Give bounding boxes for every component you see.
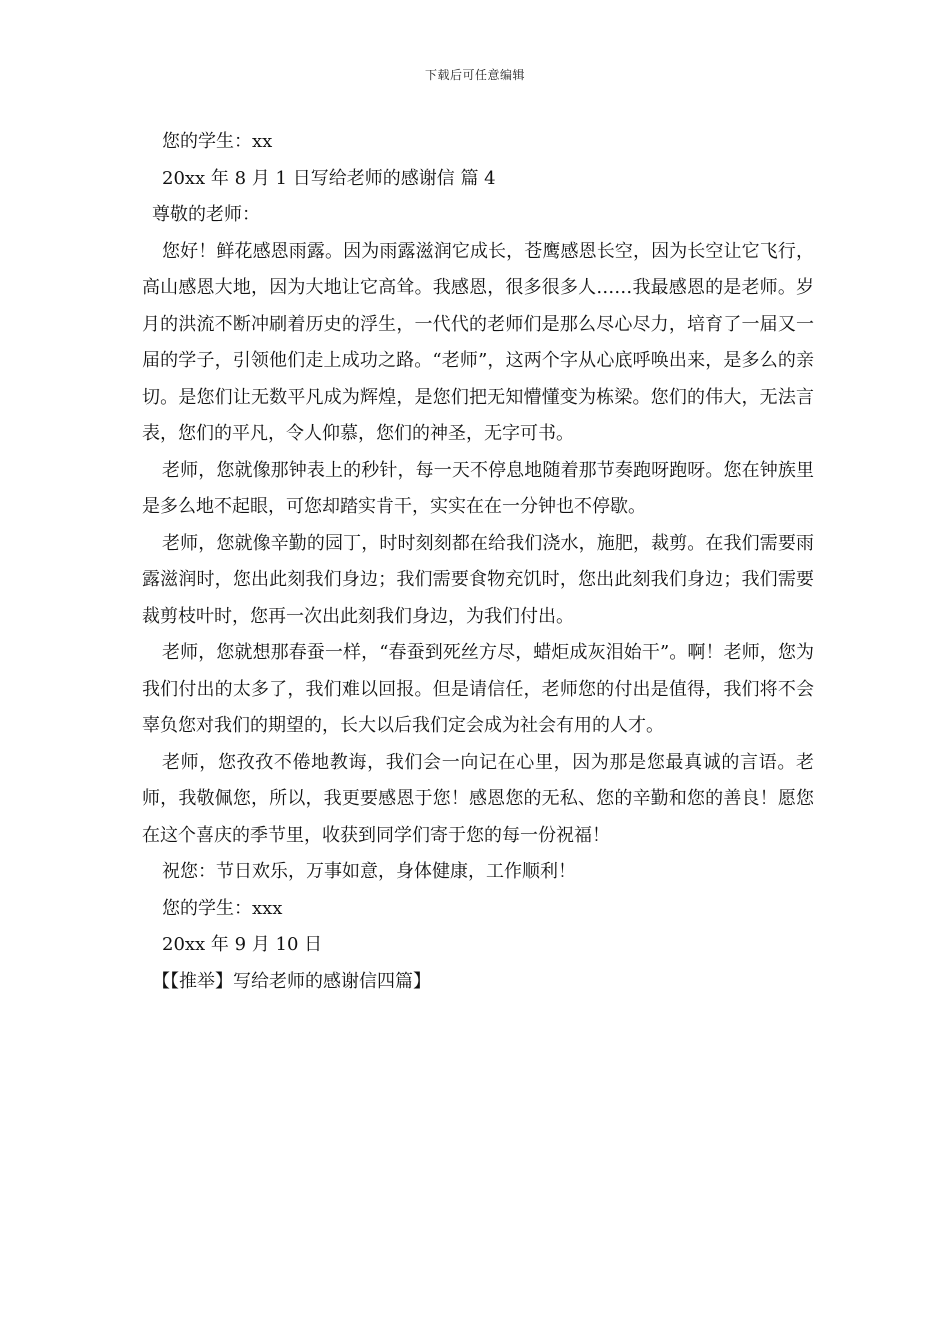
previous-signature: 您的学生：xx — [162, 131, 273, 152]
closing-wishes: 祝您：节日欢乐，万事如意，身体健康，工作顺利！ — [162, 861, 576, 882]
recommended-link[interactable]: 【【推举】写给老师的感谢信四篇】 — [152, 970, 431, 992]
page-header: 下载后可任意编辑 — [424, 68, 525, 82]
letter-title: 20xx 年 8 月 1 日写给老师的感谢信 篇 4 — [162, 167, 496, 189]
paragraph-5: 老师，您孜孜不倦地教诲，我们会一向记在心里，因为那是您最真诚的言语。老师，我敬佩您，所以，我更要感恩于您！感恩您的无私、您的辛勤和您的善良！愿您在这个喜庆的季节里，收获到同学们寄于您的每一份祝福！ — [142, 751, 814, 846]
salutation: 尊敬的老师： — [152, 204, 260, 225]
paragraph-4: 老师，您就想那春蚕一样，“春蚕到死丝方尽，蜡炬成灰泪始干”。啊！老师，您为我们付出的太多了，我们难以回报。但是请信任，老师您的付出是值得，我们将不会辜负您对我们的期望的，长大以后我们定会成为社会有用的人才。 — [142, 642, 814, 736]
letter-date: 20xx 年 9 月 10 日 — [162, 934, 323, 955]
signature: 您的学生：xxx — [162, 897, 283, 919]
paragraph-2: 老师，您就像那钟表上的秒针，每一天不停息地随着那节奏跑呀跑呀。您在钟族里是多么地不起眼，可您却踏实肯干，实实在在一分钟也不停歇。 — [142, 459, 814, 517]
paragraph-3: 老师，您就像辛勤的园丁，时时刻刻都在给我们浇水，施肥，裁剪。在我们需要雨露滋润时，您出此刻我们身边；我们需要食物充饥时，您出此刻我们身边；我们需要裁剪枝叶时，您再一次出此刻我们身边，为我们付出。 — [142, 532, 814, 627]
paragraph-1: 您好！鲜花感恩雨露。因为雨露滋润它成长，苍鹰感恩长空，因为长空让它飞行，高山感恩大地，因为大地让它高耸。我感恩，很多很多人……我最感恩的是老师。岁月的洪流不断冲刷着历史的浮生，一代代的老师们是那么尽心尽力，培育了一届又一届的学子，引领他们走上成功之路。“老师”，这两个字从心底呼唤出来，是多么的亲切。是您们让无数平凡成为辉煌，是您们把无知懵懂变为栋梁。您们的伟大，无法言表，您们的平凡，令人仰慕，您们的神圣，无字可书。 — [142, 240, 814, 444]
letter-body — [142, 124, 814, 1000]
